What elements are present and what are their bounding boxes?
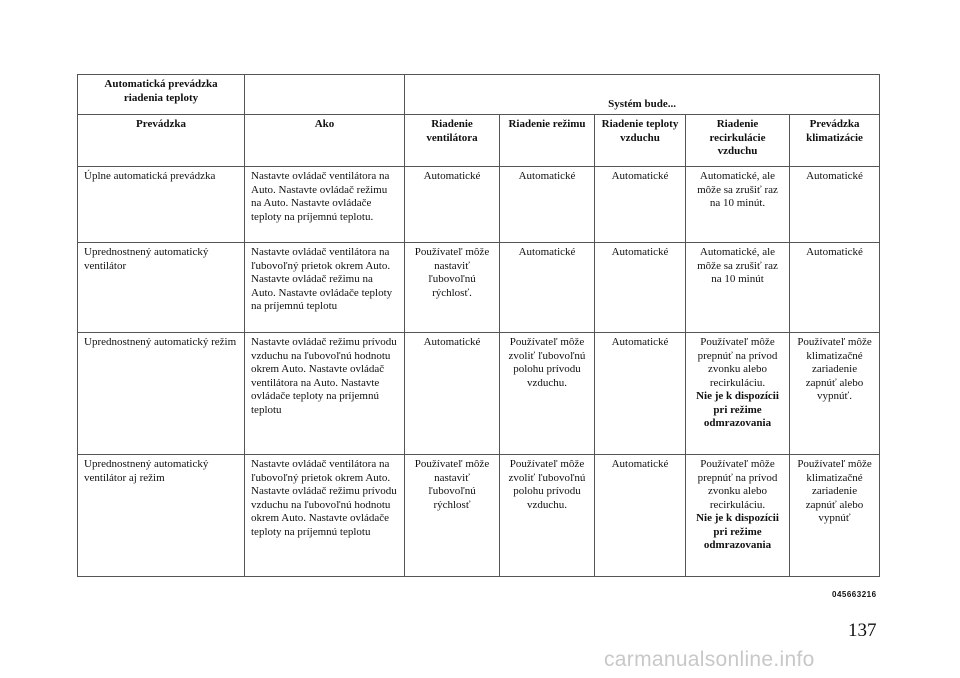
row-how: Nastavte ovládač ventilátora na ľubovoľný prietok okrem Auto. Nastavte ovládač režimu prívodu vzduchu na ľubovoľnú hodnotu okrem Auto. Nastavte ovládače teploty na príjemnú teplotu xyxy=(245,455,405,577)
climate-control-table xyxy=(77,74,880,577)
row-temperature: Automatické xyxy=(595,167,686,243)
row-mode-control: Automatické xyxy=(500,243,595,333)
header-ac-operation: Prevádzka klimatizácie xyxy=(790,115,880,167)
header-how: Ako xyxy=(245,115,405,167)
document-number: 045663216 xyxy=(832,590,877,599)
row-fan: Používateľ môže nastaviť ľubovoľnú rýchlosť xyxy=(405,455,500,577)
empty-header-cell xyxy=(245,75,405,115)
table-row xyxy=(78,455,880,577)
row-recirculation xyxy=(686,243,790,333)
recirculation-note: Nie je k dispozícii pri režime odmrazovania xyxy=(696,512,779,551)
row-ac: Používateľ môže klimatizačné zariadenie zapnúť alebo vypnúť xyxy=(790,455,880,577)
row-mode: Uprednostnený automatický ventilátor aj režim xyxy=(78,455,245,577)
row-recirculation xyxy=(686,167,790,243)
recirculation-note: Nie je k dispozícii pri režime odmrazovania xyxy=(696,390,779,429)
header-temperature-control: Riadenie teploty vzduchu xyxy=(595,115,686,167)
recirculation-text: Používateľ môže prepnúť na prívod zvonku alebo recirkuláciu. xyxy=(697,336,778,389)
row-temperature: Automatické xyxy=(595,243,686,333)
row-fan: Automatické xyxy=(405,333,500,455)
row-how: Nastavte ovládač ventilátora na Auto. Nastavte ovládač režimu na Auto. Nastavte ovládače teploty na príjemnú teplotu. xyxy=(245,167,405,243)
system-header-cell xyxy=(405,75,880,115)
table-title-cell xyxy=(78,75,245,115)
header-mode-control: Riadenie režimu xyxy=(500,115,595,167)
table-title: Automatická prevádzka riadenia teploty xyxy=(104,78,218,104)
row-ac: Automatické xyxy=(790,243,880,333)
row-temperature: Automatické xyxy=(595,333,686,455)
row-how: Nastavte ovládač režimu prívodu vzduchu na ľubovoľnú hodnotu okrem Auto. Nastavte ovládač ventilátora na Auto. Nastavte ovládače teploty na príjemnú teplotu xyxy=(245,333,405,455)
row-temperature: Automatické xyxy=(595,455,686,577)
row-mode: Uprednostnený automatický režim xyxy=(78,333,245,455)
page-number: 137 xyxy=(848,620,877,641)
watermark-text: carmanualsonline.info xyxy=(604,648,815,671)
table-row xyxy=(78,243,880,333)
table-row xyxy=(78,167,880,243)
header-fan-control: Riadenie ventilátora xyxy=(405,115,500,167)
row-recirculation xyxy=(686,455,790,577)
system-header: Systém bude... xyxy=(608,97,676,110)
row-mode: Uprednostnený automatický ventilátor xyxy=(78,243,245,333)
row-ac: Používateľ môže klimatizačné zariadenie zapnúť alebo vypnúť. xyxy=(790,333,880,455)
row-mode: Úplne automatická prevádzka xyxy=(78,167,245,243)
row-mode-control: Používateľ môže zvoliť ľubovoľnú polohu prívodu vzduchu. xyxy=(500,333,595,455)
row-how: Nastavte ovládač ventilátora na ľubovoľný prietok okrem Auto. Nastavte ovládač režimu na Auto. Nastavte ovládače teploty na príjemnú teplotu xyxy=(245,243,405,333)
header-operation: Prevádzka xyxy=(78,115,245,167)
row-fan: Používateľ môže nastaviť ľubovoľnú rýchlosť. xyxy=(405,243,500,333)
header-recirculation-control: Riadenie recirkulácie vzduchu xyxy=(686,115,790,167)
recirculation-text: Používateľ môže prepnúť na prívod zvonku alebo recirkuláciu. xyxy=(697,458,778,511)
row-ac: Automatické xyxy=(790,167,880,243)
row-mode-control: Automatické xyxy=(500,167,595,243)
table-row xyxy=(78,333,880,455)
recirculation-text: Automatické, ale môže sa zrušiť raz na 10 minút xyxy=(697,246,778,285)
row-fan: Automatické xyxy=(405,167,500,243)
row-mode-control: Používateľ môže zvoliť ľubovoľnú polohu prívodu vzduchu. xyxy=(500,455,595,577)
row-recirculation xyxy=(686,333,790,455)
recirculation-text: Automatické, ale môže sa zrušiť raz na 10 minút. xyxy=(697,170,778,209)
